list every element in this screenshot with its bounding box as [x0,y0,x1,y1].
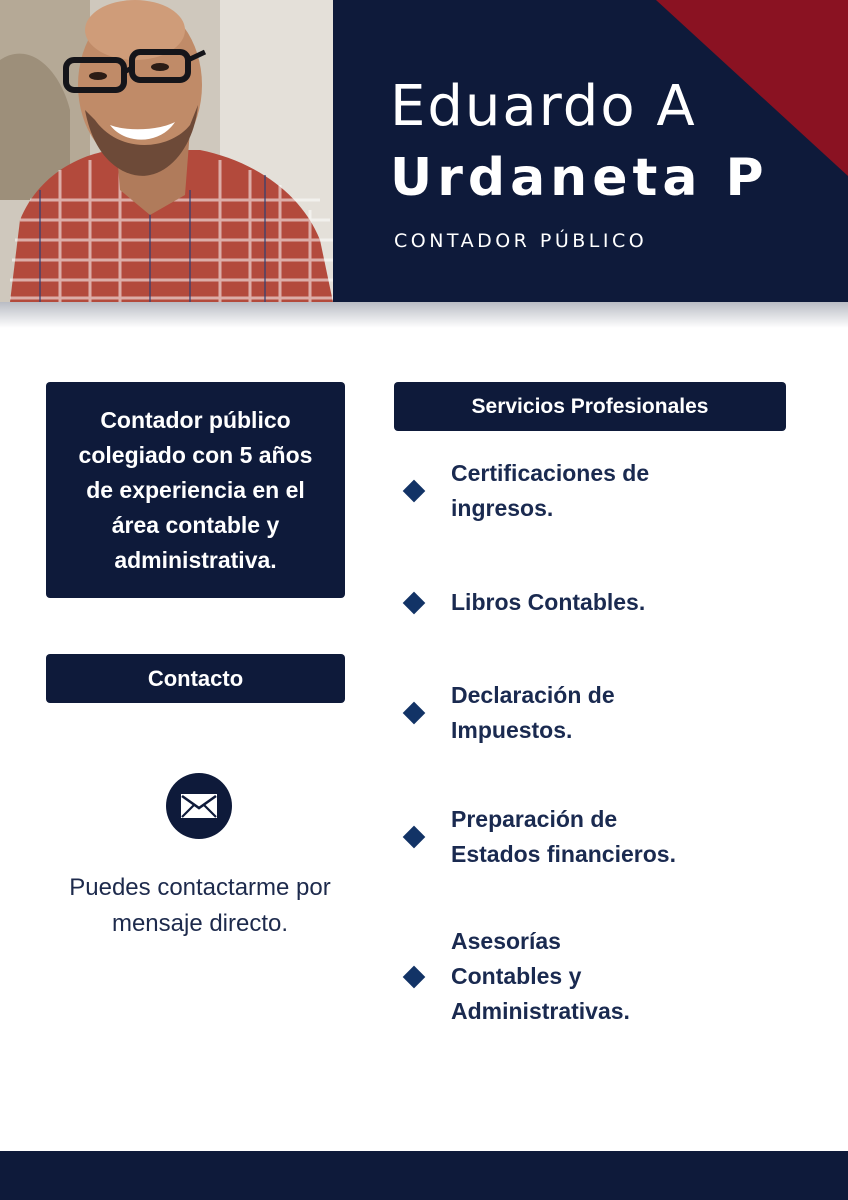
service-item [400,585,780,620]
diamond-bullet-icon [403,591,426,614]
profile-photo [0,0,333,302]
diamond-bullet-icon [403,480,426,503]
contact-heading-label: Contacto [147,665,244,691]
diamond-bullet-icon [403,826,426,849]
service-item [400,678,780,748]
last-name: Urdaneta P [390,148,769,208]
service-item [400,802,780,872]
diamond-bullet-icon [403,702,426,725]
envelope-icon[interactable] [166,773,232,839]
contact-heading [46,654,345,703]
job-title: CONTADOR PÚBLICO [394,230,648,252]
diamond-bullet-icon [403,965,426,988]
contact-text: Puedes contactarme por mensaje directo. [69,874,331,937]
services-heading-label: Servicios Profesionales [471,394,709,418]
header-shadow [0,302,848,328]
bio-box [46,382,345,598]
header-banner [0,0,848,302]
services-heading [394,382,786,431]
first-name: Eduardo A [390,74,697,139]
service-label: Libros Contables. [451,589,646,615]
service-label: Declaración de Impuestos. [451,682,615,743]
bio-text: Contador público colegiado con 5 años de experiencia en el área contable y administrativa. [78,406,313,573]
service-item [400,456,780,526]
service-label: Asesorías Contables y Administrativas. [451,928,630,1024]
service-item [400,924,780,1029]
service-label: Certificaciones de ingresos. [451,460,650,521]
footer-bar [0,1151,848,1200]
service-label: Preparación de Estados financieros. [451,806,676,867]
